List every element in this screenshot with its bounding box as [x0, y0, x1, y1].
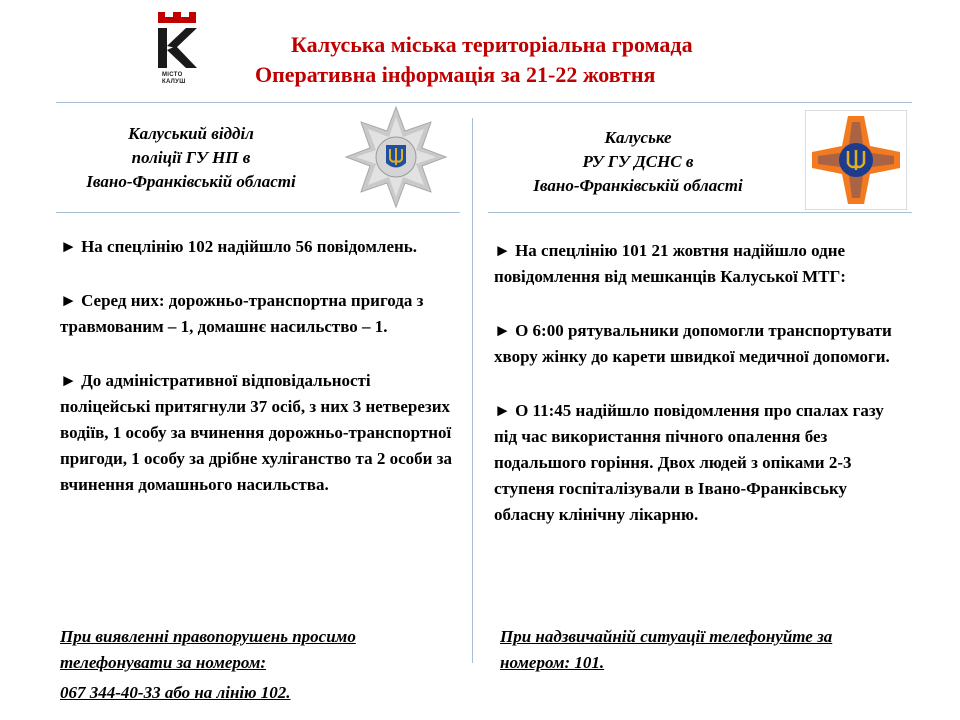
page-header: [255, 30, 815, 90]
police-report-item: ► До адміністративної відповідальності поліцейські притягнули 37 осіб, з них 3 нетверезих водіїв, 1 особу за вчинення дорожньо-транспортної пригоди, 1 особу за дрібне хуліганство та 2 особи за вчинення домашнього насильства.: [60, 371, 452, 494]
police-dept-line: поліції ГУ НП в: [131, 148, 251, 167]
police-contact-phone: 067 344-40-33 або на лінію 102.: [60, 683, 291, 702]
dsns-report-item: ► На спецлінію 101 21 жовтня надійшло одне повідомлення від мешканців Калуської МТГ:: [494, 241, 846, 286]
header-subtitle: Оперативна інформація за 21-22 жовтня: [255, 62, 656, 87]
police-report-item: ► На спецлінію 102 надійшло 56 повідомлень.: [60, 237, 418, 256]
logo-caption-line2: КАЛУШ: [162, 79, 186, 85]
police-dept-line: Калуський відділ: [128, 124, 254, 143]
header-title: Калуська міська територіальна громада: [291, 32, 693, 57]
dsns-dept-line: Калуське: [604, 128, 672, 147]
dsns-report-item: ► О 6:00 рятувальники допомогли транспортувати хвору жінку до карети швидкої медичної допомоги.: [494, 321, 892, 366]
dsns-report-body: [494, 238, 894, 556]
police-contact-note: При виявленні правопорушень просимо телефонувати за номером:: [60, 627, 356, 672]
police-department-title: [56, 122, 326, 194]
police-dept-line: Івано-Франківській області: [86, 172, 296, 191]
logo-caption: [162, 72, 192, 86]
dsns-department-title: [488, 126, 788, 198]
dsns-dept-line: РУ ГУ ДСНС в: [582, 152, 694, 171]
right-header-divider: [488, 212, 912, 213]
police-report-item: ► Серед них: дорожньо-транспортна пригода з травмованим – 1, домашнє насильство – 1.: [60, 291, 424, 336]
dsns-dept-line: Івано-Франківській області: [533, 176, 743, 195]
top-divider: [56, 102, 912, 103]
dsns-report-item: ► О 11:45 надійшло повідомлення про спалах газу під час використання пічного опалення без подальшого горіння. Двох людей з опіками 2-3 ступеня госпіталізували в Івано-Франківську обласну клінічну лікарню.: [494, 401, 884, 524]
logo-caption-line1: МІСТО: [162, 72, 183, 78]
dsns-contact-note: При надзвичайній ситуації телефонуйте за номером: 101.: [500, 627, 833, 672]
column-divider: [472, 118, 473, 663]
police-report-body: [60, 234, 460, 526]
left-header-divider: [56, 212, 460, 213]
police-star-emblem: [343, 106, 449, 208]
dsns-cross-emblem: [805, 110, 907, 210]
